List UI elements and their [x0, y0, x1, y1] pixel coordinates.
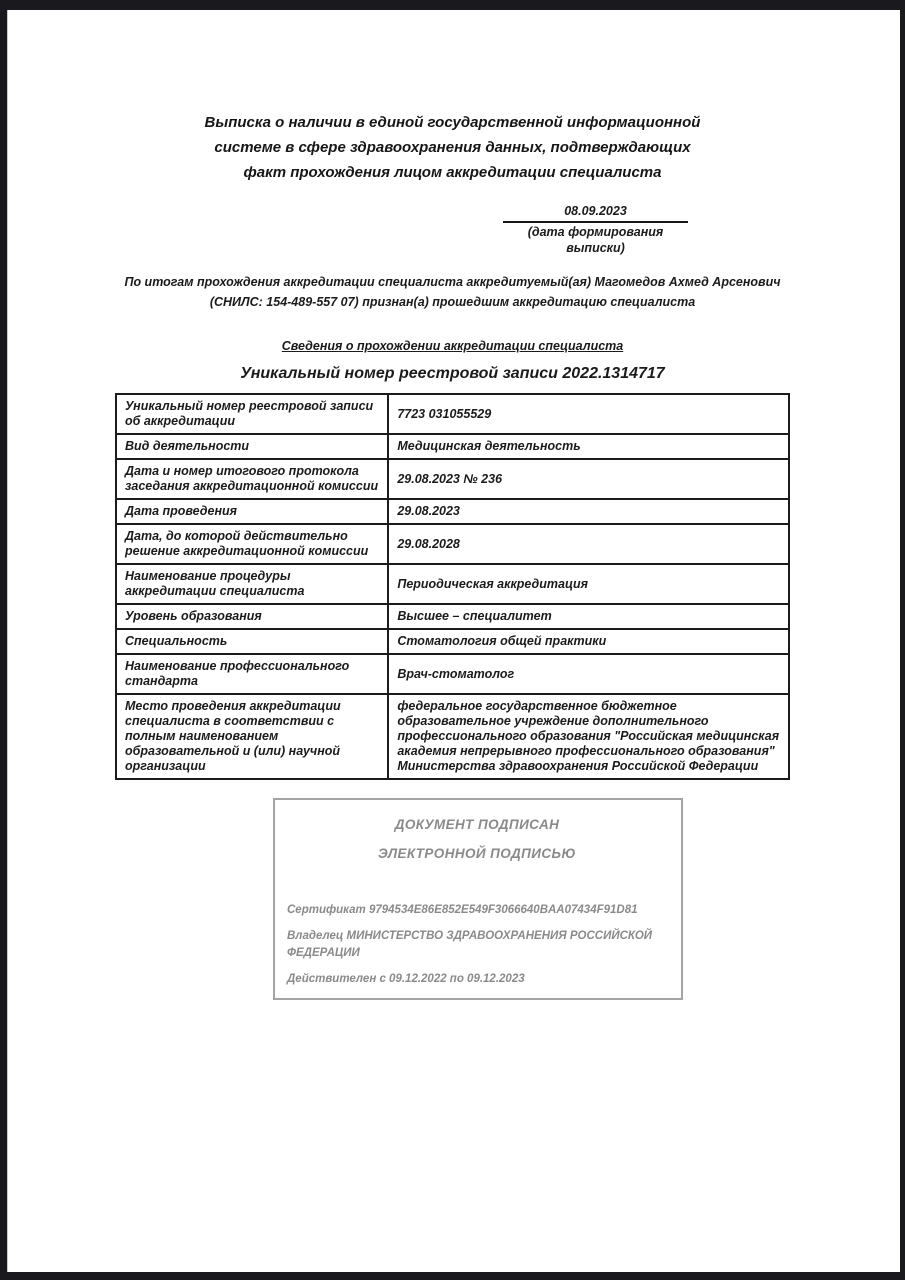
table-row [116, 459, 789, 499]
row-value: федеральное государственное бюджетное образовательное учреждение дополнительного профессионального образования "Российская медицинская академия непрерывного профессионального образования" Министерства здравоохранения Российской Федерации [388, 694, 789, 779]
formation-date-block [503, 203, 688, 256]
row-value: Врач-стоматолог [388, 654, 789, 694]
row-label: Вид деятельности [116, 434, 388, 459]
owner-line: Владелец МИНИСТЕРСТВО ЗДРАВООХРАНЕНИЯ РОССИЙСКОЙ ФЕДЕРАЦИИ [287, 930, 653, 959]
row-label: Дата, до которой действительно решение аккредитационной комиссии [116, 524, 388, 564]
accreditation-table [115, 393, 790, 780]
validity-line: Действителен с 09.12.2022 по 09.12.2023 [287, 973, 525, 985]
table-row [116, 564, 789, 604]
row-value: Периодическая аккредитация [388, 564, 789, 604]
certificate-line: Сертификат 9794534E86E852E549F3066640BAA07434F91D81 [287, 904, 638, 916]
formation-date: 08.09.2023 [503, 203, 688, 223]
table-row [116, 629, 789, 654]
document-title: Выписка о наличии в единой государственной информационной системе в сфере здравоохранения данных, подтверждающих факт прохождения лицом аккредитации специалиста [204, 114, 701, 181]
row-value: Стоматология общей практики [388, 629, 789, 654]
row-value: 29.08.2023 [388, 499, 789, 524]
table-row [116, 499, 789, 524]
row-label: Наименование процедуры аккредитации специалиста [116, 564, 388, 604]
row-label: Уровень образования [116, 604, 388, 629]
stamp-header-line2: ЭЛЕКТРОННОЙ ПОДПИСЬЮ [378, 846, 576, 861]
section-heading: Сведения о прохождении аккредитации специалиста [281, 339, 624, 353]
table-row [116, 604, 789, 629]
row-value: Высшее – специалитет [388, 604, 789, 629]
table-row [116, 394, 789, 434]
row-label: Наименование профессионального стандарта [116, 654, 388, 694]
intro-paragraph: По итогам прохождения аккредитации специалиста аккредитуемый(ая) Магомедов Ахмед Арсенович (СНИЛС: 154-489-557 07) признан(а) прошедшим аккредитацию специалиста [124, 275, 781, 309]
stamp-header [287, 810, 667, 868]
row-value: 29.08.2028 [388, 524, 789, 564]
table-row [116, 694, 789, 779]
row-value: Медицинская деятельность [388, 434, 789, 459]
formation-date-caption: (дата формирования выписки) [527, 225, 664, 255]
table-row [116, 654, 789, 694]
document-content [7, 10, 900, 1000]
row-label: Место проведения аккредитации специалиста в соответствии с полным наименованием образовательной и (или) научной организации [116, 694, 388, 779]
row-label: Специальность [116, 629, 388, 654]
row-label: Уникальный номер реестровой записи об аккредитации [116, 394, 388, 434]
table-row [116, 434, 789, 459]
row-value: 29.08.2023 № 236 [388, 459, 789, 499]
row-label: Дата проведения [116, 499, 388, 524]
row-label: Дата и номер итогового протокола заседания аккредитационной комиссии [116, 459, 388, 499]
table-row [116, 524, 789, 564]
stamp-details [287, 902, 667, 988]
registry-record-heading: Уникальный номер реестровой записи 2022.1314717 [240, 365, 665, 382]
digital-signature-stamp [273, 798, 683, 1000]
row-value: 7723 031055529 [388, 394, 789, 434]
stamp-header-line1: ДОКУМЕНТ ПОДПИСАН [394, 817, 560, 832]
document-page [7, 10, 900, 1272]
